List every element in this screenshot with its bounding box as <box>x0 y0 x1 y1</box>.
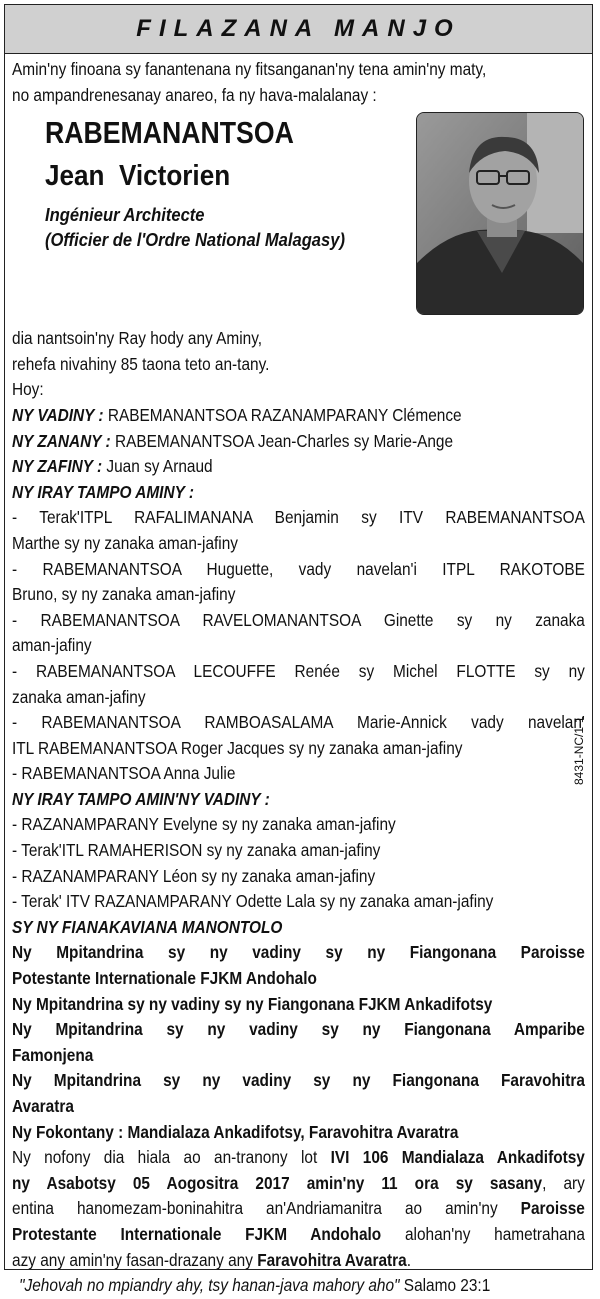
funeral-date: ny Asabotsy 05 Aogositra 2017 amin'ny 11 ora sy sasany <box>12 1172 543 1193</box>
sibling-line: - Terak'ITPL RAFALIMANANA Benjamin sy ITV RABEMANANTSOA <box>12 507 585 528</box>
deceased-honour: (Officier de l'Ordre National Malagasy) <box>45 230 345 250</box>
funeral-address: IVI 106 Mandialaza Ankadifotsy <box>330 1147 585 1168</box>
sibling-line: - RABEMANANTSOA Anna Julie <box>12 763 236 784</box>
header-title: FILAZANA MANJO <box>136 15 461 42</box>
sibling-line: - RABEMANANTSOA RAMBOASALAMA Marie-Annick vady navelan' <box>12 712 585 733</box>
obituary-notice <box>4 4 593 1296</box>
extended-family-label: SY NY FIANAKAVIANA MANONTOLO <box>12 916 283 937</box>
deceased-given-names: Jean Victorien <box>45 160 231 192</box>
funeral-line <box>12 1248 585 1274</box>
fokontany-line: Ny Fokontany : Mandialaza Ankadifotsy, Faravohitra Avaratra <box>12 1121 459 1142</box>
grandchildren-line <box>12 454 585 480</box>
announcement-line: rehefa nivahiny 85 taona teto an-tany. <box>12 353 270 374</box>
church-line: Potestante Internationale FJKM Andohalo <box>12 968 317 989</box>
sibling-line: ITL RABEMANANTSOA Roger Jacques sy ny zanaka aman-jafiny <box>12 737 463 758</box>
funeral-line <box>12 1222 585 1248</box>
deceased-profession: Ingénieur Architecte <box>45 205 205 225</box>
church-line: Ny Mpitandrina sy ny vadiny sy ny Fiangonana Amparibe <box>12 1019 585 1040</box>
church-line: Ny Mpitandrina sy ny vadiny sy ny Fiangonana FJKM Ankadifotsy <box>12 993 493 1014</box>
sibling-line: - RABEMANANTSOA LECOUFFE Renée sy Michel FLOTTE sy ny <box>12 660 585 681</box>
sibling-line: aman-jafiny <box>12 635 92 656</box>
sibling-line: Bruno, sy ny zanaka aman-jafiny <box>12 584 236 605</box>
church-line: Famonjena <box>12 1044 94 1065</box>
reference-code: 8431-NC/1-1 <box>572 716 586 785</box>
sibling-line: - RABEMANANTSOA Huguette, vady navelan'i ITPL RAKOTOBE <box>12 558 585 579</box>
funeral-church: Protestante Internationale FJKM Andohalo <box>12 1223 382 1244</box>
funeral-text: azy any amin'ny fasan-drazany any <box>12 1249 258 1270</box>
church-line: Avaratra <box>12 1096 74 1116</box>
grandchildren-label: NY ZAFINY : <box>12 456 103 477</box>
wife-sibling-line: - RAZANAMPARANY Léon sy ny zanaka aman-jafiny <box>12 865 376 886</box>
burial-place: Faravohitra Avaratra <box>257 1249 407 1270</box>
sibling-line: zanaka aman-jafiny <box>12 686 146 707</box>
sibling-line: Marthe sy ny zanaka aman-jafiny <box>12 532 238 553</box>
announcement-line: Hoy: <box>12 379 44 400</box>
church-line: Ny Mpitandrina sy ny vadiny sy ny Fiangonana Paroisse <box>12 942 585 963</box>
wife-label: NY VADINY : <box>12 404 104 425</box>
children-names: RABEMANANTSOA Jean-Charles sy Marie-Ange <box>114 430 454 451</box>
sibling-line: - RABEMANANTSOA RAVELOMANANTSOA Ginette sy ny zanaka <box>12 609 585 630</box>
deceased-surname: RABEMANANTSOA <box>45 115 294 150</box>
funeral-text: entina hanomezam-boninahitra an'Andriamanitra ao amin'ny <box>12 1198 521 1219</box>
funeral-text: . <box>406 1249 411 1270</box>
funeral-text: Ny nofony dia hiala ao an-tranony lot <box>12 1147 331 1168</box>
wife-siblings-label: NY IRAY TAMPO AMIN'NY VADINY : <box>12 788 270 809</box>
header-banner <box>5 5 592 54</box>
church-line: Ny Mpitandrina sy ny vadiny sy ny Fiangonana Faravohitra <box>12 1070 585 1091</box>
announcement-line: dia nantsoin'ny Ray hody any Aminy, <box>12 328 263 349</box>
funeral-line <box>12 1145 585 1171</box>
wife-sibling-line: - Terak' ITV RAZANAMPARANY Odette Lala sy ny zanaka aman-jafiny <box>12 891 494 912</box>
funeral-line <box>12 1196 585 1222</box>
intro-line: Amin'ny finoana sy fanantenana ny fitsanganan'ny tena amin'ny maty, <box>12 59 487 79</box>
siblings-label: NY IRAY TAMPO AMINY : <box>12 481 194 502</box>
grandchildren-names: Juan sy Arnaud <box>106 456 213 477</box>
funeral-text: , ary <box>542 1172 585 1193</box>
children-line <box>12 429 585 455</box>
children-label: NY ZANANY : <box>12 430 111 451</box>
wife-sibling-line: - Terak'ITL RAMAHERISON sy ny zanaka aman-jafiny <box>12 840 381 861</box>
funeral-text: alohan'ny hametrahana <box>381 1223 585 1244</box>
wife-line <box>12 403 585 429</box>
intro-line: no ampandrenesanay anareo, fa ny hava-malalanay : <box>12 84 377 105</box>
funeral-line <box>12 1171 585 1197</box>
wife-name: RABEMANANTSOA RAZANAMPARANY Clémence <box>107 404 462 425</box>
verse-quote: "Jehovah no mpiandry ahy, tsy hanan-java mahory aho" <box>19 1275 400 1296</box>
verse-reference: Salamo 23:1 <box>399 1275 491 1296</box>
funeral-church: Paroisse <box>520 1198 585 1219</box>
notice-body <box>12 57 585 1299</box>
wife-sibling-line: - RAZANAMPARANY Evelyne sy ny zanaka aman-jafiny <box>12 814 396 835</box>
